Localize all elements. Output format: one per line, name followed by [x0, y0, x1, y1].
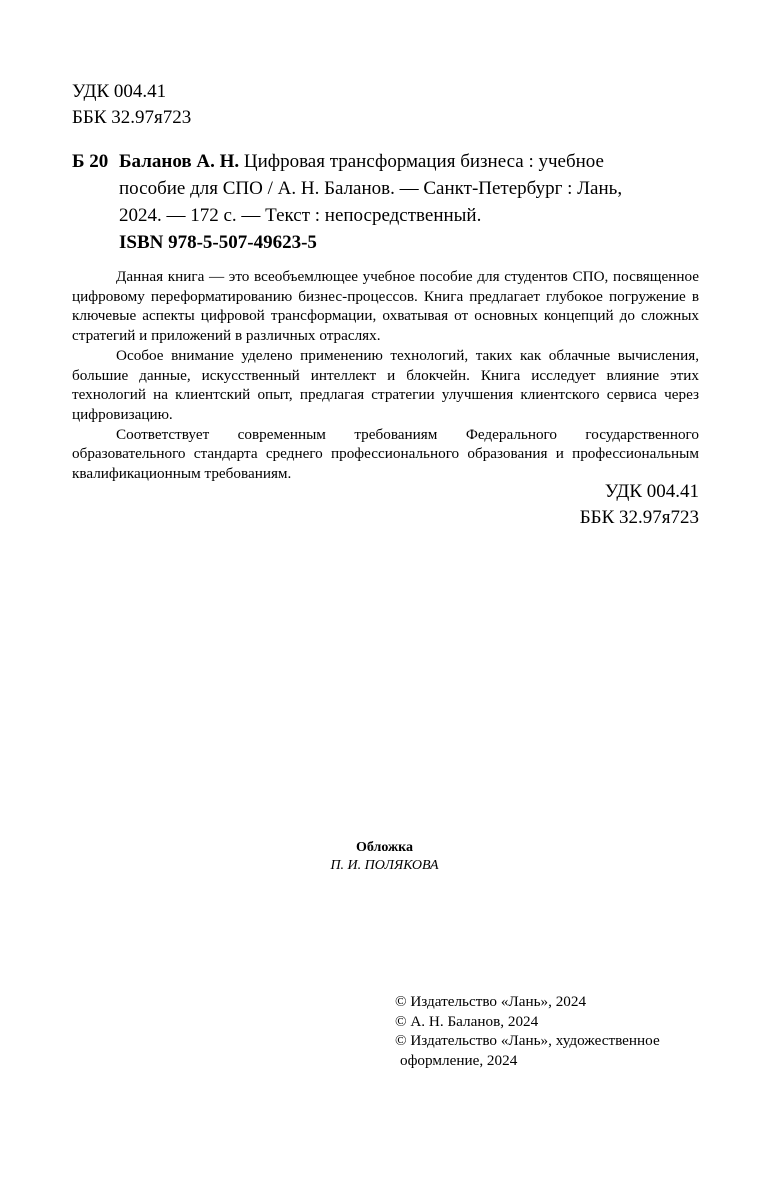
title-line-2: пособие для СПО / А. Н. Баланов. — Санкт-Петербург : Лань,	[119, 178, 623, 199]
udk-header	[72, 79, 191, 131]
cover-credit	[0, 839, 769, 875]
catalog-entry	[72, 148, 699, 229]
bbk-code-bottom: ББК 32.97я723	[579, 507, 699, 528]
author-name: Баланов А. Н.	[119, 151, 240, 172]
annotation	[72, 267, 699, 484]
title-line-3: 2024. — 172 с. — Текст : непосредственный.	[119, 205, 482, 226]
title-line-1: Цифровая трансформация бизнеса : учебное	[243, 151, 604, 172]
author-mark: Б 20	[72, 151, 109, 172]
copyright-line-2: © А. Н. Баланов, 2024	[395, 1012, 539, 1030]
annotation-paragraph-3: Соответствует современным требованиям Федерального государственного образовательного стандарта среднего профессионального образования и профессиональным квалификационным требованиям.	[72, 425, 699, 483]
cover-designer: П. И. ПОЛЯКОВА	[330, 858, 439, 873]
bibliographic-description	[119, 148, 699, 229]
bbk-code: ББК 32.97я723	[72, 107, 192, 128]
copyright-line-1: © Издательство «Лань», 2024	[395, 993, 587, 1010]
copyright-line-3: © Издательство «Лань», художественное	[395, 1032, 660, 1049]
annotation-paragraph-1: Данная книга — это всеобъемлющее учебное пособие для студентов СПО, посвященное цифровому переформатированию бизнес-процессов. Книга предлагает глубокое погружение в ключевые аспекты цифровой трансформации, охватывая от основных концепций до сложных стратегий и приложений в различных отраслях.	[72, 268, 699, 345]
annotation-paragraph-2: Особое внимание уделено применению технологий, таких как облачные вычисления, большие данные, искусственный интеллект и блокчейн. Книга исследует влияние этих технологий на клиентский опыт, предлагая стратегии улучшения клиентского сервиса через цифровизацию.	[72, 346, 699, 423]
udk-code: УДК 004.41	[72, 81, 167, 102]
copyright-block	[395, 992, 660, 1070]
copyright-line-4: оформление, 2024	[400, 1051, 518, 1069]
isbn: ISBN 978-5-507-49623-5	[119, 232, 317, 253]
udk-code-bottom: УДК 004.41	[604, 481, 699, 502]
udk-footer	[580, 479, 699, 531]
cover-label: Обложка	[355, 840, 414, 855]
